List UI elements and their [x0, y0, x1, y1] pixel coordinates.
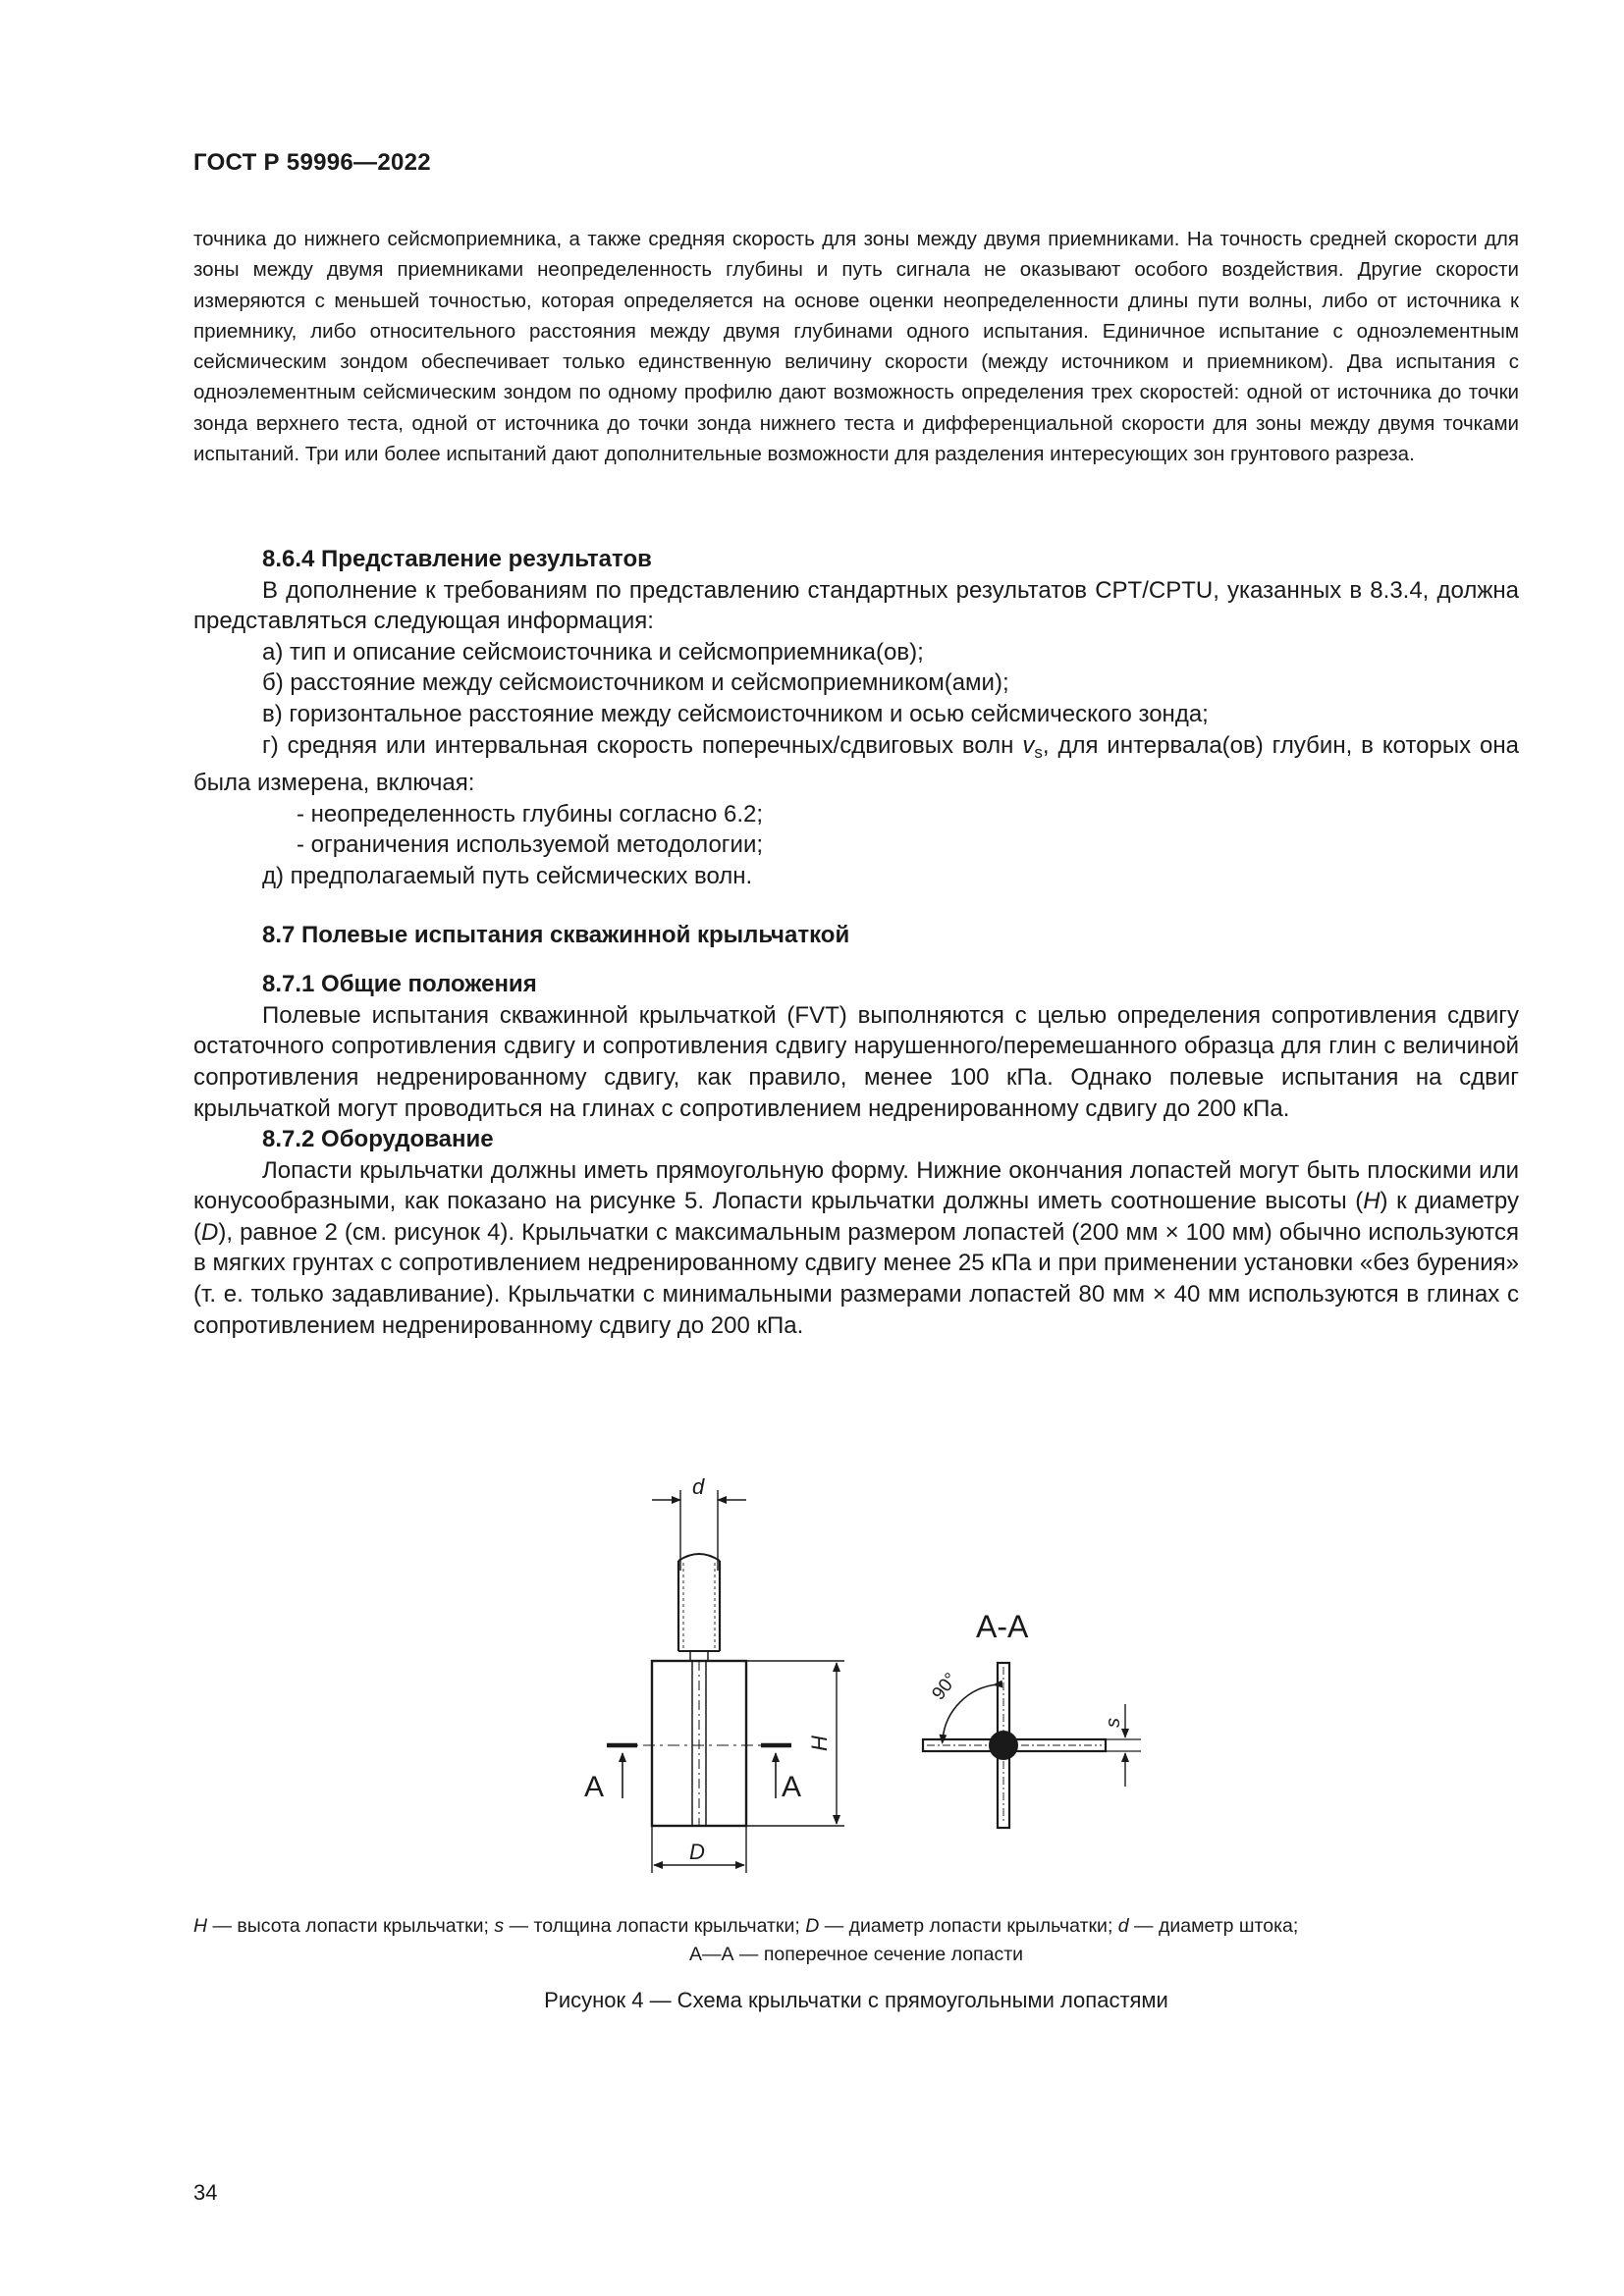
legend-symbol-s: s — [494, 1915, 505, 1937]
list-item-g-text-1: г) средняя или интервальная скорость поперечных/сдвиговых волн — [262, 731, 1023, 759]
legend-symbol-d: d — [1117, 1915, 1129, 1937]
section-871-heading: 8.7.1 Общие положения — [262, 971, 537, 998]
section-864-paragraph: В дополнение к требованиям по представлению стандартных результатов CPT/CPTU, указанных в 8.3.4, должна представляться следующая информация: — [193, 576, 1519, 635]
dash-item-2: - ограничения используемой методологии; — [297, 831, 764, 859]
label-H: H — [807, 1735, 832, 1751]
figure-caption: Рисунок 4 — Схема крыльчатки с прямоугольными лопастями — [544, 1988, 1168, 2012]
list-item-b: б) расстояние между сейсмоисточником и сейсмоприемником(ами); — [262, 669, 1009, 697]
page-number: 34 — [193, 2180, 218, 2205]
section-872-text-2: ) к диаметру ( — [193, 1188, 1519, 1246]
label-d: d — [692, 1474, 705, 1499]
legend-text-d: — диаметр штока; — [1128, 1915, 1299, 1937]
section-872-text-3: ), равное 2 (см. рисунок 4). Крыльчатки с максимальным размером лопастей (200 мм × 100 мм) обычно используются в мягких грунтах с сопротивлением недренированному сдвигу менее 25 кПа и при применении установки «без бурения» (т. е. только задавливание). Крыльчатки с минимальными размерами лопастей 80 мм × 40 мм используются в глинах с сопротивлением недренированному сдвигу до 200 кПа. — [193, 1218, 1519, 1339]
figure-legend-line-2: А—А — поперечное сечение лопасти — [688, 1944, 1024, 1965]
intro-paragraph: точника до нижнего сейсмоприемника, а также средняя скорость для зоны между двумя приемниками. На точность средней скорости для зоны между двумя приемниками неопределенность глубины и путь сигнала не оказывают особого воздействия. Другие скорости измеряются с меньшей точностью, которая определяется на основе оценки неопределенности длины пути волны, либо от источника к приемнику, либо относительного расстояния между двумя глубинами одного испытания. Единичное испытание с одноэлементным сейсмическим зондом обеспечивает только единственную величину скорости (между источником и приемником). Два испытания с одноэлементным сейсмическим зондом по одному профилю дают возможность определения трех скоростей: одной от источника до точки зонда верхнего теста, одной от источника до точки зонда нижнего теста и дифференциальной скорости для зоны между двумя точками испытаний. Три или более испытаний дают дополнительные возможности для разделения интересующих зон грунтового разреза. — [193, 228, 1519, 466]
dash-item-1: - неопределенность глубины согласно 6.2; — [297, 800, 764, 828]
document-header: ГОСТ Р 59996—2022 — [193, 149, 431, 176]
label-D: D — [689, 1840, 705, 1864]
figure-legend — [193, 1912, 1519, 1969]
section-864-heading: 8.6.4 Представление результатов — [262, 546, 652, 572]
legend-symbol-D: D — [805, 1915, 820, 1937]
legend-symbol-H: H — [193, 1915, 208, 1937]
vane-side-view — [607, 1490, 844, 1873]
section-872-heading: 8.7.2 Оборудование — [262, 1126, 494, 1153]
list-item-v: в) горизонтальное расстояние между сейсмоисточником и осью сейсмического зонда; — [262, 700, 1209, 727]
section-871-paragraph: Полевые испытания скважинной крыльчаткой (FVT) выполняются с целью определения сопротивления сдвигу остаточного сопротивления сдвигу и сопротивления сдвигу нарушенного/перемешанного образца для глин с величиной сопротивления недренированному сдвигу, как правило, менее 100 кПа. Однако полевые испытания на сдвиг крыльчаткой могут проводиться на глинах с сопротивлением недренированному сдвигу до 200 кПа. — [193, 1001, 1519, 1122]
symbol-H: H — [1363, 1188, 1380, 1215]
label-s: s — [1103, 1718, 1124, 1728]
list-item-g-text-2: , для интервала(ов) глубин, в которых она была измерена, включая: — [193, 731, 1519, 797]
figure-legend-line-1 — [193, 1912, 1519, 1941]
label-A-right: A — [782, 1771, 802, 1803]
section-87-heading: 8.7 Полевые испытания скважинной крыльчаткой — [262, 921, 850, 948]
section-872-text-1: Лопасти крыльчатки должны иметь прямоугольную форму. Нижние окончания лопастей могут быть плоскими или конусообразными, как показано на рисунке 5. Лопасти крыльчатки должны иметь соотношение высоты ( — [193, 1156, 1519, 1215]
legend-text-D: — диаметр лопасти крыльчатки; — [819, 1915, 1118, 1937]
label-section-A-A: A-A — [976, 1609, 1029, 1644]
variable-v: v — [1022, 731, 1035, 759]
variable-v-subscript: s — [1034, 742, 1043, 762]
label-angle-90: 90° — [928, 1669, 962, 1705]
list-item-a: а) тип и описание сейсмоисточника и сейсмоприемника(ов); — [262, 638, 924, 666]
legend-text-s: — толщина лопасти крыльчатки; — [504, 1915, 806, 1937]
legend-text-H: — высота лопасти крыльчатки; — [207, 1915, 495, 1937]
list-item-d: д) предполагаемый путь сейсмических волн. — [262, 862, 753, 889]
symbol-D: D — [201, 1218, 219, 1246]
label-A-left: A — [584, 1771, 605, 1803]
